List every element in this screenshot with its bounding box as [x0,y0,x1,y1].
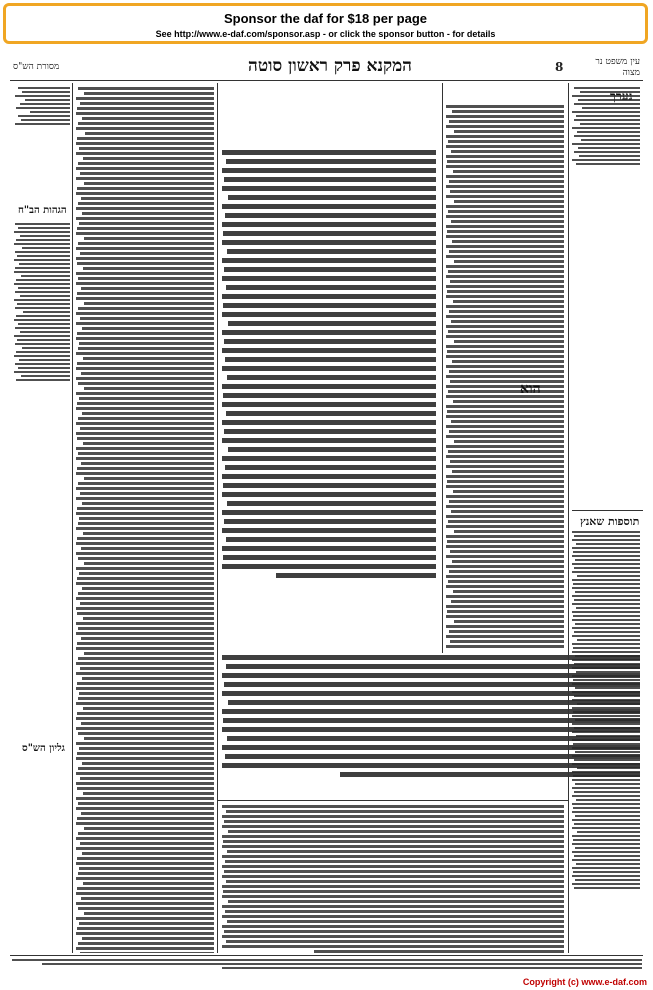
tosafot-yeshanim-text [572,531,640,951]
sponsor-banner[interactable] [3,3,648,44]
footer-rule [10,955,643,956]
tosafot-gemara-rule [217,83,218,953]
tosafot-yeshanim-rule [572,510,643,511]
header-rule [10,80,643,81]
left-column-rule [72,83,73,953]
ein-mishpat-notes [572,87,640,507]
hu-word: הוא [520,381,541,397]
left-margin-notes [12,87,70,967]
bottom-commentary-rule [217,800,568,801]
tosafot-column [76,87,214,953]
ein-mishpat-label: עין משפט נר מצוה [595,57,640,78]
gemara-rashi-rule [442,83,443,653]
bottom-commentary [222,805,564,955]
rashi-margin-rule [568,83,569,953]
gemara-main-text [222,150,436,650]
footer-notes [12,959,642,973]
sponsor-subtitle[interactable]: See http://www.e-daf.com/sponsor.asp - or click the sponsor button - for details [155,29,496,39]
page-title: המקנא פרק ראשון סוטה [248,56,412,76]
page-number: 8 [555,60,564,74]
hagahot-habach-label: הגהות הב"ח [18,205,67,216]
gilyon-hashas-label: גליון הש"ס [22,743,65,754]
talmud-page [10,55,643,975]
copyright-link[interactable]: Copyright (c) www.e-daf.com [522,977,647,987]
hagahot-habach-text [12,223,70,523]
rashi-column [446,105,564,650]
masoret-label: מסורת הש"ס [13,62,60,72]
page-header [10,55,643,83]
tosafot-yeshanim-title: תוספות שאנץ [580,515,640,528]
sponsor-title[interactable]: Sponsor the daf for $18 per page [224,11,427,26]
